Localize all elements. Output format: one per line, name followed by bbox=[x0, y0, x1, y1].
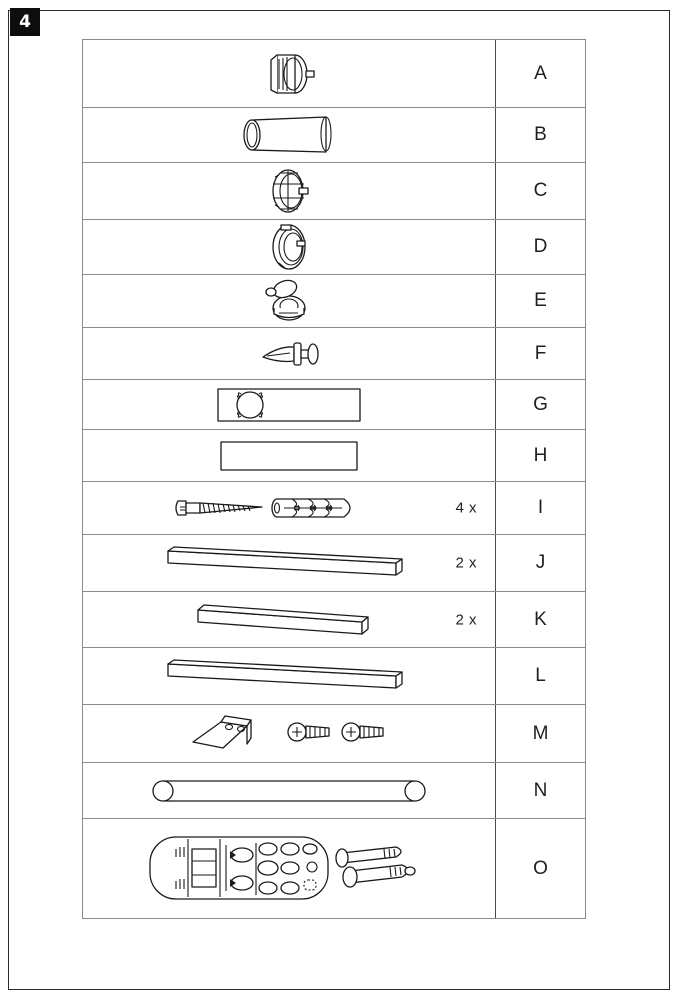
table-row bbox=[83, 163, 585, 220]
part-letter-cell bbox=[496, 763, 585, 818]
short-bar-icon bbox=[194, 600, 384, 640]
part-letter-cell bbox=[496, 328, 585, 379]
part-letter-label: G bbox=[533, 393, 548, 415]
table-row bbox=[83, 430, 585, 482]
part-figure-cell bbox=[83, 275, 496, 327]
rod-strap-icon bbox=[149, 775, 429, 807]
part-figure-cell bbox=[83, 705, 496, 762]
part-letter-label: N bbox=[533, 779, 548, 801]
part-letter-label: H bbox=[533, 444, 548, 466]
table-row bbox=[83, 535, 585, 592]
part-quantity-label: 2 x bbox=[455, 554, 477, 572]
part-letter-cell bbox=[496, 220, 585, 274]
part-letter-label: A bbox=[534, 62, 547, 84]
table-row bbox=[83, 705, 585, 763]
part-figure-cell bbox=[83, 40, 496, 107]
ring-clamp-icon bbox=[258, 164, 320, 218]
part-figure-cell bbox=[83, 648, 496, 704]
part-figure-cell bbox=[83, 592, 496, 647]
part-letter-label: E bbox=[534, 290, 547, 311]
long-bar-icon bbox=[164, 543, 414, 583]
part-letter-label: J bbox=[535, 552, 546, 573]
part-letter-cell bbox=[496, 482, 585, 534]
part-figure-cell bbox=[83, 108, 496, 162]
page-number-badge bbox=[10, 8, 40, 36]
part-figure-cell bbox=[83, 220, 496, 274]
remote-control-batteries-icon bbox=[144, 825, 434, 913]
part-quantity-label: 2 x bbox=[455, 611, 477, 628]
part-letter-cell bbox=[496, 535, 585, 591]
part-quantity-label: 4 x bbox=[455, 499, 477, 517]
part-letter-label: K bbox=[534, 608, 547, 630]
part-letter-cell bbox=[496, 592, 585, 647]
table-row bbox=[83, 380, 585, 430]
part-figure-cell bbox=[83, 535, 496, 591]
bracket-clip-icon bbox=[257, 44, 321, 104]
duct-tube-icon bbox=[234, 112, 344, 158]
part-letter-cell bbox=[496, 819, 585, 918]
table-row bbox=[83, 648, 585, 705]
table-row bbox=[83, 275, 585, 328]
table-row bbox=[83, 328, 585, 380]
push-pin-rivet-icon bbox=[257, 337, 321, 371]
template-plate-icon bbox=[216, 386, 362, 424]
angle-bracket-screws-icon bbox=[179, 710, 399, 758]
long-bar-icon bbox=[164, 656, 414, 696]
part-figure-cell bbox=[83, 763, 496, 818]
part-figure-cell bbox=[83, 482, 496, 534]
blank-plate-icon bbox=[219, 439, 359, 473]
table-row bbox=[83, 40, 585, 108]
part-letter-label: L bbox=[535, 665, 546, 686]
part-letter-label: F bbox=[534, 342, 547, 364]
flange-ring-icon bbox=[257, 221, 321, 273]
part-figure-cell bbox=[83, 163, 496, 219]
part-figure-cell bbox=[83, 819, 496, 918]
screw-and-anchor-icon bbox=[174, 491, 404, 525]
part-letter-cell bbox=[496, 275, 585, 327]
part-letter-label: M bbox=[532, 722, 549, 744]
part-letter-cell bbox=[496, 648, 585, 704]
table-row bbox=[83, 482, 585, 535]
hinged-cap-icon bbox=[260, 277, 318, 325]
part-letter-cell bbox=[496, 705, 585, 762]
table-row bbox=[83, 108, 585, 163]
table-row bbox=[83, 592, 585, 648]
part-letter-cell bbox=[496, 430, 585, 481]
part-figure-cell bbox=[83, 380, 496, 429]
part-letter-cell bbox=[496, 163, 585, 219]
part-letter-label: B bbox=[534, 124, 547, 145]
part-letter-cell bbox=[496, 40, 585, 107]
part-letter-label: C bbox=[533, 180, 548, 201]
page-number-label: 4 bbox=[19, 12, 31, 32]
table-row bbox=[83, 763, 585, 819]
part-letter-cell bbox=[496, 108, 585, 162]
parts-list-table bbox=[82, 39, 586, 919]
part-letter-label: I bbox=[537, 497, 544, 518]
part-letter-label: D bbox=[533, 236, 548, 257]
part-figure-cell bbox=[83, 328, 496, 379]
part-letter-cell bbox=[496, 380, 585, 429]
table-row bbox=[83, 819, 585, 919]
table-row bbox=[83, 220, 585, 275]
part-letter-label: O bbox=[533, 857, 548, 879]
part-figure-cell bbox=[83, 430, 496, 481]
